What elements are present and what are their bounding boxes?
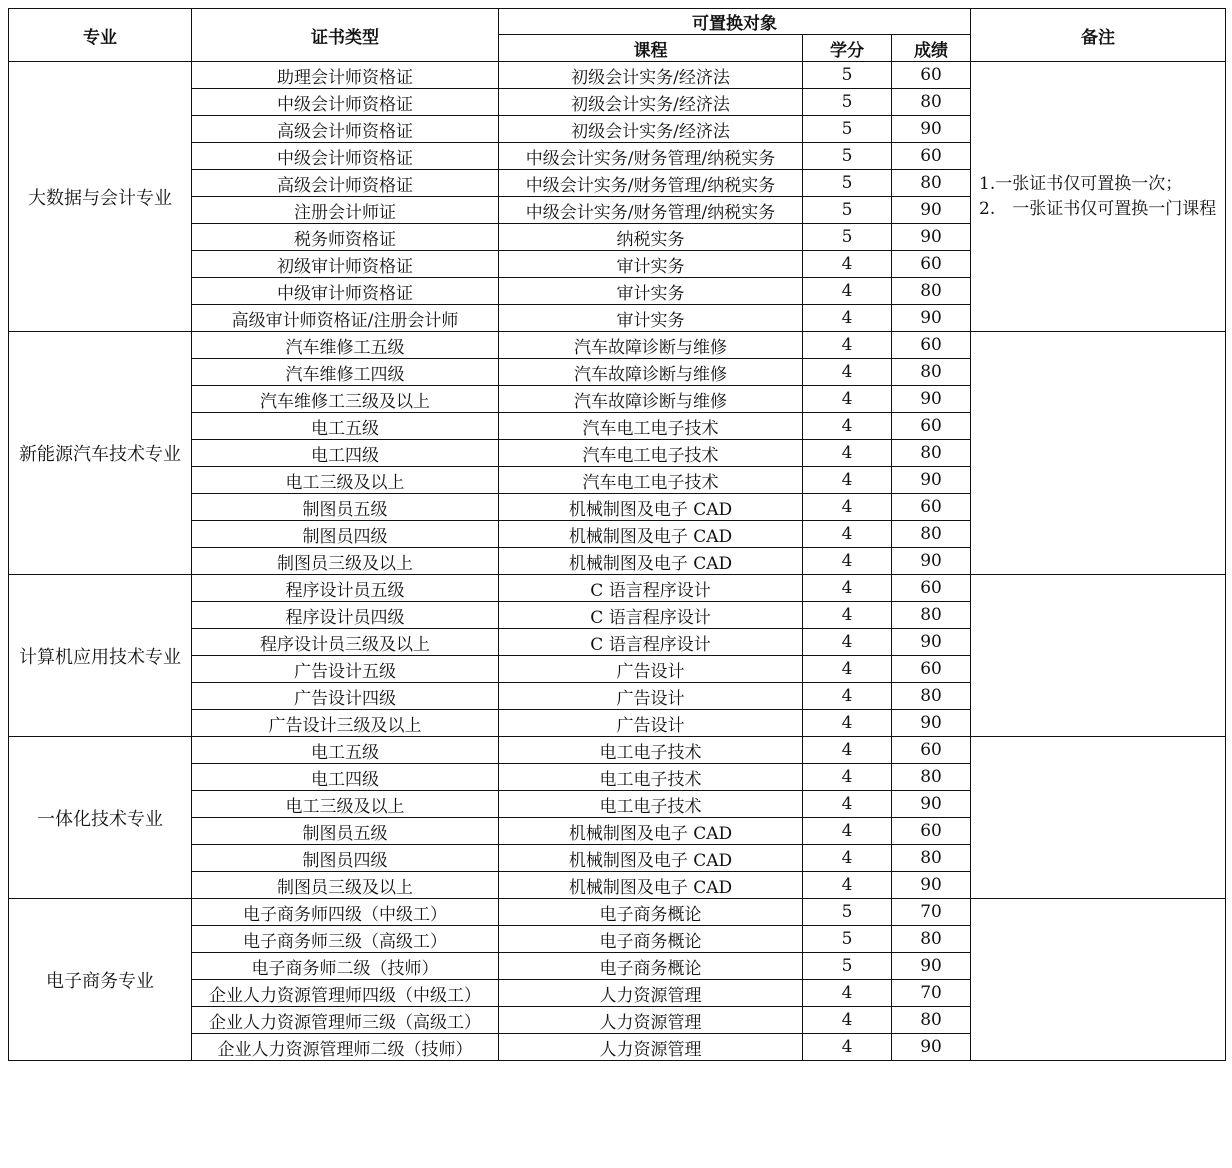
remark-cell (971, 575, 1226, 737)
course-cell: C 语言程序设计 (499, 602, 803, 629)
cert-type-cell: 电工三级及以上 (192, 467, 499, 494)
score-cell: 70 (892, 980, 971, 1007)
course-cell: 审计实务 (499, 278, 803, 305)
cert-type-cell: 制图员四级 (192, 521, 499, 548)
course-cell: 中级会计实务/财务管理/纳税实务 (499, 143, 803, 170)
cert-type-cell: 高级会计师资格证 (192, 170, 499, 197)
cert-type-cell: 电子商务师三级（高级工） (192, 926, 499, 953)
credit-cell: 4 (803, 1034, 892, 1061)
cert-type-cell: 广告设计五级 (192, 656, 499, 683)
remark-cell (971, 62, 1226, 332)
credit-cell: 4 (803, 278, 892, 305)
course-cell: 汽车故障诊断与维修 (499, 359, 803, 386)
table-row (9, 332, 1226, 359)
remark-cell (971, 737, 1226, 899)
score-cell: 70 (892, 899, 971, 926)
score-cell: 60 (892, 737, 971, 764)
table-row (9, 899, 1226, 926)
score-cell: 80 (892, 764, 971, 791)
cert-type-cell: 程序设计员四级 (192, 602, 499, 629)
score-cell: 60 (892, 494, 971, 521)
cert-type-cell: 制图员三级及以上 (192, 872, 499, 899)
cert-type-cell: 程序设计员三级及以上 (192, 629, 499, 656)
cert-type-cell: 制图员三级及以上 (192, 548, 499, 575)
score-cell: 60 (892, 62, 971, 89)
course-cell: 电子商务概论 (499, 899, 803, 926)
credit-cell: 4 (803, 683, 892, 710)
score-cell: 90 (892, 629, 971, 656)
score-cell: 60 (892, 251, 971, 278)
score-cell: 60 (892, 575, 971, 602)
score-cell: 80 (892, 170, 971, 197)
credit-cell: 4 (803, 413, 892, 440)
major-cell: 大数据与会计专业 (9, 62, 192, 332)
score-cell: 60 (892, 818, 971, 845)
cert-type-cell: 高级审计师资格证/注册会计师 (192, 305, 499, 332)
course-cell: 电子商务概论 (499, 926, 803, 953)
cert-type-cell: 电工三级及以上 (192, 791, 499, 818)
score-cell: 80 (892, 278, 971, 305)
course-cell: C 语言程序设计 (499, 575, 803, 602)
credit-cell: 5 (803, 926, 892, 953)
major-cell: 电子商务专业 (9, 899, 192, 1061)
course-cell: 电子商务概论 (499, 953, 803, 980)
cert-type-cell: 中级会计师资格证 (192, 143, 499, 170)
course-cell: 审计实务 (499, 251, 803, 278)
cert-type-cell: 汽车维修工五级 (192, 332, 499, 359)
credit-cell: 5 (803, 197, 892, 224)
cert-type-cell: 高级会计师资格证 (192, 116, 499, 143)
score-cell: 90 (892, 467, 971, 494)
cert-type-cell: 制图员五级 (192, 494, 499, 521)
score-cell: 90 (892, 548, 971, 575)
cert-type-cell: 汽车维修工三级及以上 (192, 386, 499, 413)
credit-cell: 4 (803, 656, 892, 683)
cert-type-cell: 汽车维修工四级 (192, 359, 499, 386)
score-cell: 80 (892, 683, 971, 710)
score-cell: 60 (892, 143, 971, 170)
cert-type-cell: 电工四级 (192, 764, 499, 791)
credit-cell: 5 (803, 143, 892, 170)
remark-cell (971, 332, 1226, 575)
course-cell: 机械制图及电子 CAD (499, 521, 803, 548)
credit-cell: 4 (803, 818, 892, 845)
credit-cell: 4 (803, 386, 892, 413)
credit-cell: 4 (803, 467, 892, 494)
cert-type-cell: 制图员五级 (192, 818, 499, 845)
cert-type-cell: 电子商务师四级（中级工） (192, 899, 499, 926)
credit-cell: 4 (803, 521, 892, 548)
score-cell: 90 (892, 791, 971, 818)
score-cell: 80 (892, 359, 971, 386)
score-cell: 90 (892, 1034, 971, 1061)
table-row (9, 62, 1226, 89)
course-cell: 审计实务 (499, 305, 803, 332)
credit-cell: 4 (803, 494, 892, 521)
course-cell: 机械制图及电子 CAD (499, 494, 803, 521)
course-cell: 机械制图及电子 CAD (499, 872, 803, 899)
credit-cell: 4 (803, 629, 892, 656)
score-cell: 80 (892, 602, 971, 629)
header-credit: 学分 (803, 35, 892, 62)
course-cell: 机械制图及电子 CAD (499, 845, 803, 872)
score-cell: 90 (892, 224, 971, 251)
score-cell: 60 (892, 332, 971, 359)
header-major: 专业 (9, 9, 192, 62)
credit-cell: 5 (803, 89, 892, 116)
score-cell: 80 (892, 89, 971, 116)
header-remark: 备注 (971, 9, 1226, 62)
score-cell: 80 (892, 926, 971, 953)
credit-cell: 4 (803, 359, 892, 386)
table-header (9, 9, 1226, 62)
cert-type-cell: 企业人力资源管理师三级（高级工） (192, 1007, 499, 1034)
score-cell: 90 (892, 116, 971, 143)
credit-cell: 5 (803, 224, 892, 251)
score-cell: 90 (892, 197, 971, 224)
table-body (9, 62, 1226, 1061)
cert-type-cell: 电工五级 (192, 737, 499, 764)
credit-cell: 4 (803, 710, 892, 737)
major-cell: 一体化技术专业 (9, 737, 192, 899)
cert-type-cell: 电子商务师二级（技师） (192, 953, 499, 980)
cert-type-cell: 程序设计员五级 (192, 575, 499, 602)
header-replace-group: 可置换对象 (499, 9, 971, 35)
course-cell: 汽车电工电子技术 (499, 413, 803, 440)
credit-cell: 4 (803, 440, 892, 467)
score-cell: 80 (892, 521, 971, 548)
cert-type-cell: 中级审计师资格证 (192, 278, 499, 305)
course-cell: 广告设计 (499, 656, 803, 683)
course-cell: 中级会计实务/财务管理/纳税实务 (499, 197, 803, 224)
cert-type-cell: 电工五级 (192, 413, 499, 440)
cert-type-cell: 企业人力资源管理师二级（技师） (192, 1034, 499, 1061)
score-cell: 90 (892, 872, 971, 899)
course-cell: 人力资源管理 (499, 1034, 803, 1061)
table-row (9, 575, 1226, 602)
cert-type-cell: 企业人力资源管理师四级（中级工） (192, 980, 499, 1007)
course-cell: 机械制图及电子 CAD (499, 548, 803, 575)
major-cell: 新能源汽车技术专业 (9, 332, 192, 575)
score-cell: 80 (892, 1007, 971, 1034)
cert-type-cell: 初级审计师资格证 (192, 251, 499, 278)
course-cell: 汽车故障诊断与维修 (499, 332, 803, 359)
course-cell: 广告设计 (499, 710, 803, 737)
credit-cell: 5 (803, 899, 892, 926)
score-cell: 90 (892, 305, 971, 332)
score-cell: 90 (892, 953, 971, 980)
credit-cell: 4 (803, 251, 892, 278)
course-cell: 初级会计实务/经济法 (499, 89, 803, 116)
major-cell: 计算机应用技术专业 (9, 575, 192, 737)
credit-cell: 4 (803, 1007, 892, 1034)
score-cell: 80 (892, 440, 971, 467)
course-cell: 汽车电工电子技术 (499, 440, 803, 467)
credit-cell: 4 (803, 845, 892, 872)
credit-cell: 4 (803, 305, 892, 332)
credit-cell: 5 (803, 953, 892, 980)
course-cell: 中级会计实务/财务管理/纳税实务 (499, 170, 803, 197)
cert-type-cell: 制图员四级 (192, 845, 499, 872)
course-cell: 汽车电工电子技术 (499, 467, 803, 494)
header-score: 成绩 (892, 35, 971, 62)
course-cell: 电工电子技术 (499, 791, 803, 818)
credit-cell: 4 (803, 548, 892, 575)
course-cell: 人力资源管理 (499, 1007, 803, 1034)
table-row (9, 737, 1226, 764)
score-cell: 90 (892, 386, 971, 413)
cert-type-cell: 助理会计师资格证 (192, 62, 499, 89)
cert-type-cell: 广告设计四级 (192, 683, 499, 710)
credit-cell: 5 (803, 116, 892, 143)
course-cell: C 语言程序设计 (499, 629, 803, 656)
cert-type-cell: 电工四级 (192, 440, 499, 467)
course-cell: 纳税实务 (499, 224, 803, 251)
credit-cell: 4 (803, 737, 892, 764)
credit-cell: 4 (803, 575, 892, 602)
course-cell: 机械制图及电子 CAD (499, 818, 803, 845)
score-cell: 80 (892, 845, 971, 872)
credit-cell: 4 (803, 602, 892, 629)
credit-cell: 4 (803, 872, 892, 899)
credit-cell: 4 (803, 332, 892, 359)
cert-type-cell: 注册会计师证 (192, 197, 499, 224)
cert-type-cell: 税务师资格证 (192, 224, 499, 251)
remark-line: 2. 一张证书仅可置换一门课程 (979, 198, 1217, 219)
header-course: 课程 (499, 35, 803, 62)
course-cell: 初级会计实务/经济法 (499, 116, 803, 143)
certificate-replacement-table (8, 8, 1226, 1061)
credit-cell: 5 (803, 170, 892, 197)
header-cert-type: 证书类型 (192, 9, 499, 62)
score-cell: 60 (892, 656, 971, 683)
score-cell: 90 (892, 710, 971, 737)
course-cell: 广告设计 (499, 683, 803, 710)
remark-line: 1.一张证书仅可置换一次； (979, 173, 1183, 194)
course-cell: 人力资源管理 (499, 980, 803, 1007)
score-cell: 60 (892, 413, 971, 440)
credit-cell: 5 (803, 62, 892, 89)
course-cell: 电工电子技术 (499, 764, 803, 791)
credit-cell: 4 (803, 980, 892, 1007)
course-cell: 汽车故障诊断与维修 (499, 386, 803, 413)
cert-type-cell: 中级会计师资格证 (192, 89, 499, 116)
course-cell: 初级会计实务/经济法 (499, 62, 803, 89)
credit-cell: 4 (803, 791, 892, 818)
credit-cell: 4 (803, 764, 892, 791)
course-cell: 电工电子技术 (499, 737, 803, 764)
remark-cell (971, 899, 1226, 1061)
cert-type-cell: 广告设计三级及以上 (192, 710, 499, 737)
